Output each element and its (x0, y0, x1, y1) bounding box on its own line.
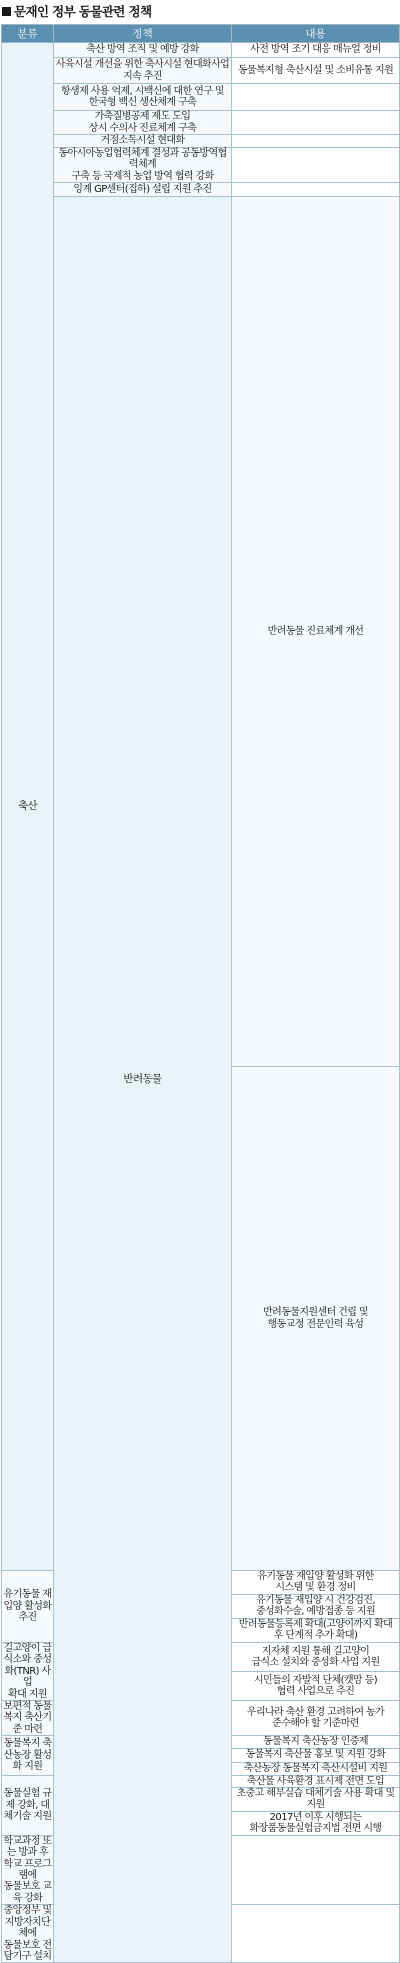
content-cell: 축산물 사육환경 표시제 전면 도입 (232, 1775, 400, 1787)
content-cell: 지자체 지원 통해 길고양이 급식소 설치와 중성화 사업 지원 (232, 1642, 400, 1671)
content-cell: 사전 방역 조기 대응 매뉴얼 정비 (232, 43, 400, 58)
table-row (2, 43, 400, 58)
table-body (2, 43, 400, 1963)
policy-table (1, 24, 400, 1963)
content-cell: 우리나라 축산 환경 고려하여 농가 준수해야 할 기준마련 (232, 1701, 400, 1736)
policy-cell: 가축질병공제 제도 도입 상시 수의사 진료체계 구축 (54, 111, 232, 135)
policy-cell: 길고양이 급식소와 중성화(TNR) 사업 확대 지원 (2, 1642, 54, 1700)
policy-cell: 축산 방역 조직 및 예방 강화 (54, 43, 232, 58)
table-row (2, 84, 400, 111)
policy-cell: 학교과정 또는 방과 후 학교 프로그램에 동물보호 교육 강화 (2, 1835, 54, 1904)
policy-cell: 사육시설 개선을 위한 축사시설 현대화사업 지속 추진 (54, 58, 232, 84)
category-cell: 반려동물 (54, 197, 232, 1963)
header-row (2, 25, 400, 43)
table-row (2, 135, 400, 148)
content-cell: 반려동물등록제 확대(고양이까지 확대 후 단계적 추가 확대) (232, 1618, 400, 1642)
policy-cell: 유기동물 재입양 활성화 추진 (2, 1570, 54, 1642)
table-row (2, 111, 400, 135)
policy-cell: 동아시아농업협력체계 결성과 공동방역협력체계 구축 등 국제적 농업 방역 협력 강화 (54, 148, 232, 183)
content-cell (232, 183, 400, 197)
content-cell (232, 148, 400, 183)
category-cell: 축산 (2, 43, 54, 1571)
content-cell: 2017년 이후 시행되는 화장품동물실험금지법 전면 시행 (232, 1811, 400, 1835)
policy-cell: 거점소독시설 현대화 (54, 135, 232, 148)
table-row (2, 148, 400, 183)
table-row (2, 58, 400, 84)
header-policy: 정책 (54, 25, 232, 43)
content-cell (232, 1835, 400, 1904)
content-cell: 축산농장 동물복지 축산시설비 지원 (232, 1762, 400, 1775)
content-cell (232, 111, 400, 135)
policy-cell: 잉계 GP센터(집하) 설립 지원 추진 (54, 183, 232, 197)
content-cell: 유기동물 재입양 활성화 위한 시스템 및 환경 정비 (232, 1570, 400, 1594)
header-category: 분류 (2, 25, 54, 43)
page-title (0, 0, 400, 24)
content-cell (232, 135, 400, 148)
policy-cell: 중앙정부 및 지방자치단체에 동물보호 전담기구 설치 (2, 1905, 54, 1963)
policy-cell: 항생제 사용 억제, 시백신에 대한 연구 및 한국형 백신 생산체계 구축 (54, 84, 232, 111)
table-row (2, 197, 400, 506)
policy-cell: 동물실험 규제 강화, 대체기술 지원 (2, 1775, 54, 1835)
header-content: 내용 (232, 25, 400, 43)
content-cell (232, 84, 400, 111)
policy-cell: 반려동물지원센터 건립 및 행동교정 전문인력 육성 (232, 1067, 400, 1571)
content-cell: 초중고 해부실습 대체기술 사용 확대 및 지원 (232, 1788, 400, 1812)
square-bullet-icon (2, 7, 11, 16)
policy-cell: 동물복지 축산농장 활성화 지원 (2, 1736, 54, 1775)
content-cell (232, 1905, 400, 1963)
title-text: 문재인 정부 동물관련 정책 (14, 4, 152, 19)
content-cell: 동물복지 축산물 홍보 및 지원 강화 (232, 1748, 400, 1762)
content-cell: 동물복지형 축산시설 및 소비유통 지원 (232, 58, 400, 84)
policy-cell: 반려동물 진료체계 개선 (232, 197, 400, 1067)
policy-cell: 보편적 동물복지 축산기준 마련 (2, 1701, 54, 1736)
table-row (2, 183, 400, 197)
content-cell: 동물복지 축산농장 인증제 (232, 1736, 400, 1748)
content-cell: 유기동물 재입양 시 건강검진, 중성화수술, 예방접종 등 지원 (232, 1594, 400, 1618)
content-cell: 시민들의 자발적 단체(캣맘 등) 협력 사업으로 추진 (232, 1671, 400, 1700)
